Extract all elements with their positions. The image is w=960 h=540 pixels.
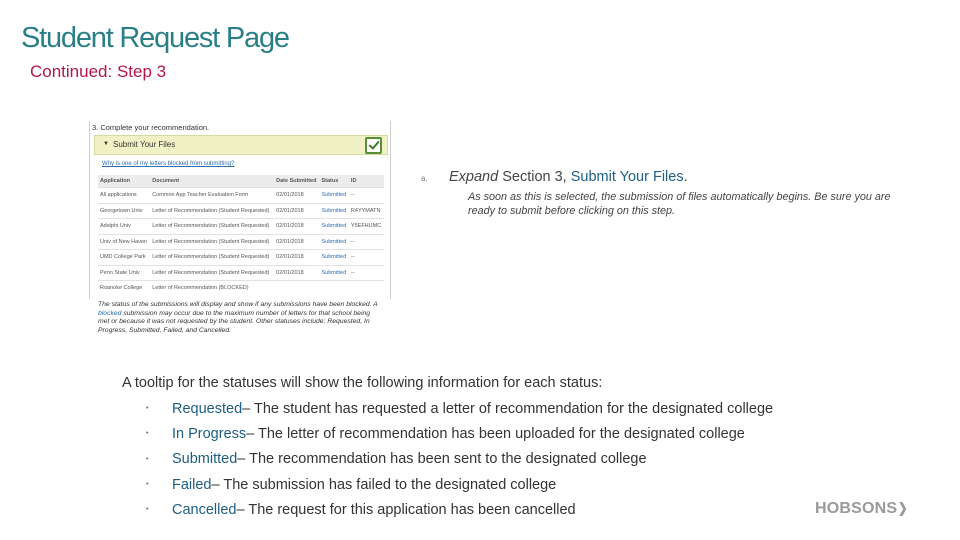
bullet-icon: • xyxy=(146,430,149,438)
step-label: a. xyxy=(421,174,428,183)
page-title: Student Request Page xyxy=(21,22,289,54)
table-cell: Roanoke College xyxy=(98,281,150,296)
status-cell[interactable]: Submitted xyxy=(320,188,349,204)
status-description: – The recommendation has been sent to the designated college xyxy=(237,451,647,468)
status-list xyxy=(146,396,773,522)
status-cell[interactable]: Submitted xyxy=(320,250,349,266)
table-cell: Letter of Recommendation (Student Requested) xyxy=(150,203,274,219)
table-cell: 02/01/2018 xyxy=(274,234,319,250)
triangle-down-icon: ▼ xyxy=(103,141,109,147)
list-item xyxy=(146,472,773,497)
step-suffix: . xyxy=(683,169,688,185)
submit-files-label: Submit Your Files xyxy=(113,140,176,149)
status-description: – The student has requested a letter of recommendation for the designated college xyxy=(242,400,774,417)
submit-files-section[interactable] xyxy=(94,135,388,155)
table-cell xyxy=(349,281,384,296)
table-cell: Letter of Recommendation (Student Requested) xyxy=(150,265,274,281)
table-cell: -- xyxy=(349,250,384,266)
table-row xyxy=(98,281,384,296)
bullet-icon: • xyxy=(146,481,149,489)
table-cell: Letter of Recommendation (Student Requested) xyxy=(150,234,274,250)
table-cell: -- xyxy=(349,265,384,281)
bullet-icon: • xyxy=(146,506,149,514)
table-cell: 02/01/2018 xyxy=(274,203,319,219)
status-name: In Progress xyxy=(172,425,247,442)
table-cell: 02/01/2018 xyxy=(274,219,319,235)
step-middle: Section 3, xyxy=(498,169,571,185)
status-description: – The submission has failed to the designated college xyxy=(211,476,557,493)
status-name: Requested xyxy=(172,400,243,417)
table-cell: 02/01/2018 xyxy=(274,188,319,204)
step-highlight: Submit Your Files xyxy=(570,169,684,185)
table-row xyxy=(98,203,384,219)
status-cell[interactable]: Submitted xyxy=(320,234,349,250)
screenshot-caption xyxy=(98,301,383,335)
table-cell: Common App Teacher Evaluation Form xyxy=(150,188,274,204)
table-cell: 02/01/2018 xyxy=(274,250,319,266)
status-name: Cancelled xyxy=(172,501,237,518)
table-cell: Y5EFHUMC xyxy=(349,219,384,235)
column-header: Application xyxy=(98,175,150,188)
table-cell: 02/01/2018 xyxy=(274,265,319,281)
status-cell[interactable]: Submitted xyxy=(320,203,349,219)
tooltip-intro: A tooltip for the statuses will show the following information for each status: xyxy=(122,375,603,391)
table-cell: Penn State Univ xyxy=(98,265,150,281)
checkmark-icon xyxy=(365,137,382,154)
table-cell: Letter of Recommendation (BLOCKED) xyxy=(150,281,274,296)
status-name: Submitted xyxy=(172,451,238,468)
blocked-help-link[interactable]: Why is one of my letters blocked from submitting? xyxy=(102,161,235,167)
table-cell: All applications xyxy=(98,188,150,204)
list-item xyxy=(146,447,773,472)
step-note: As soon as this is selected, the submission of files automatically begins. Be sure you are ready to submit before clicking on this step. xyxy=(468,191,891,217)
caption-blocked-term: blocked xyxy=(98,309,122,317)
hobsons-logo xyxy=(815,500,906,518)
column-header: Date Submitted xyxy=(274,175,319,188)
logo-text: HOBSONS xyxy=(815,500,898,517)
table-cell: R4YYMATN xyxy=(349,203,384,219)
caption-text: The status of the submissions will display and show if any submissions have been blocked. A xyxy=(98,301,378,308)
status-cell[interactable] xyxy=(320,281,349,296)
table-cell: -- xyxy=(349,188,384,204)
status-cell[interactable]: Submitted xyxy=(320,265,349,281)
submission-screenshot xyxy=(89,121,391,299)
list-item xyxy=(146,497,773,522)
submissions-table xyxy=(98,175,384,296)
section-heading: 3. Complete your recommendation. xyxy=(92,123,210,132)
status-cell[interactable]: Submitted xyxy=(320,219,349,235)
caption-text: submission may occur due to the maximum number of letters for that school being met or because it was not requested by the student. Other statuses include: Requested, In Progress, Submitted, Failed, and Cancelled. xyxy=(98,309,371,334)
status-description: – The letter of recommendation has been uploaded for the designated college xyxy=(246,425,745,442)
bullet-icon: • xyxy=(146,455,149,463)
status-description: – The request for this application has been cancelled xyxy=(236,501,576,518)
table-row xyxy=(98,265,384,281)
bullet-icon: • xyxy=(146,405,149,413)
table-cell: UMD College Park xyxy=(98,250,150,266)
chevron-right-icon xyxy=(899,502,906,516)
table-row xyxy=(98,250,384,266)
table-cell: Adelphi Univ xyxy=(98,219,150,235)
page-subtitle: Continued: Step 3 xyxy=(30,62,167,81)
step-instruction xyxy=(449,169,688,185)
table-row xyxy=(98,219,384,235)
table-cell: -- xyxy=(349,234,384,250)
table-cell: Letter of Recommendation (Student Requested) xyxy=(150,250,274,266)
step-prefix: Expand xyxy=(449,169,499,185)
column-header: Document xyxy=(150,175,274,188)
list-item xyxy=(146,396,773,421)
status-name: Failed xyxy=(172,476,212,493)
table-row xyxy=(98,188,384,204)
table-row xyxy=(98,234,384,250)
list-item xyxy=(146,421,773,446)
table-cell xyxy=(274,281,319,296)
table-cell: Letter of Recommendation (Student Requested) xyxy=(150,219,274,235)
column-header: Status xyxy=(320,175,349,188)
column-header: ID xyxy=(349,175,384,188)
table-cell: Georgetown Univ xyxy=(98,203,150,219)
table-cell: Univ of New Haven xyxy=(98,234,150,250)
